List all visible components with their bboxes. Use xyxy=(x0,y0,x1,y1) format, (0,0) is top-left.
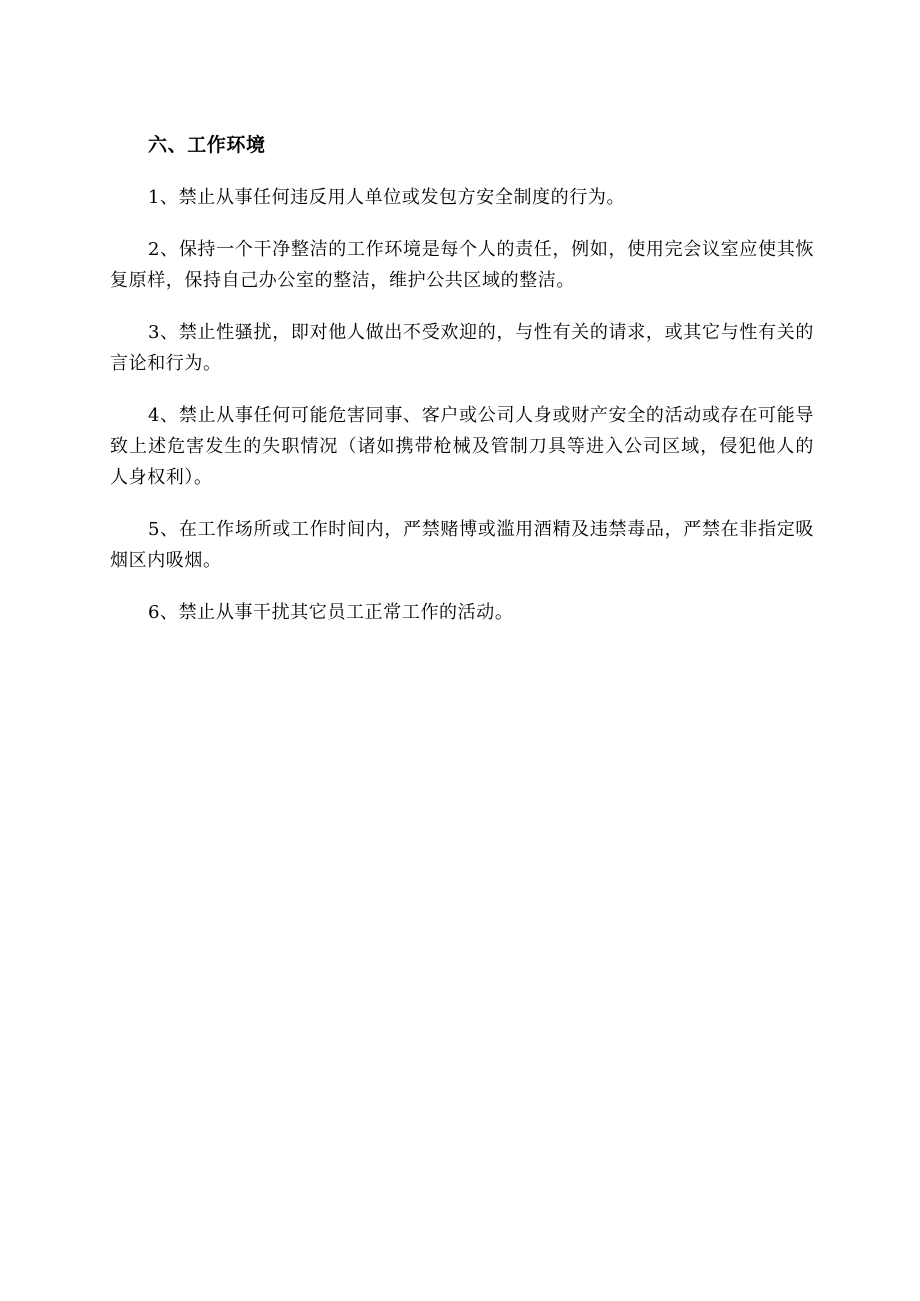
rule-paragraph-4: 4、禁止从事任何可能危害同事、客户或公司人身或财产安全的活动或存在可能导致上述危害发生的失职情况（诸如携带枪械及管制刀具等进入公司区域，侵犯他人的人身权利）。 xyxy=(110,405,814,488)
section-heading: 六、工作环境 xyxy=(148,134,266,156)
rule-paragraph-2: 2、保持一个干净整洁的工作环境是每个人的责任，例如，使用完会议室应使其恢复原样，保持自己办公室的整洁，维护公共区域的整洁。 xyxy=(110,239,814,291)
rule-paragraph-3: 3、禁止性骚扰，即对他人做出不受欢迎的，与性有关的请求，或其它与性有关的言论和行为。 xyxy=(110,322,814,374)
rule-paragraph-5: 5、在工作场所或工作时间内，严禁赌博或滥用酒精及违禁毒品，严禁在非指定吸烟区内吸烟。 xyxy=(110,519,814,571)
rule-paragraph-6: 6、禁止从事干扰其它员工正常工作的活动。 xyxy=(148,602,514,623)
rule-paragraph-1: 1、禁止从事任何违反用人单位或发包方安全制度的行为。 xyxy=(148,187,626,208)
